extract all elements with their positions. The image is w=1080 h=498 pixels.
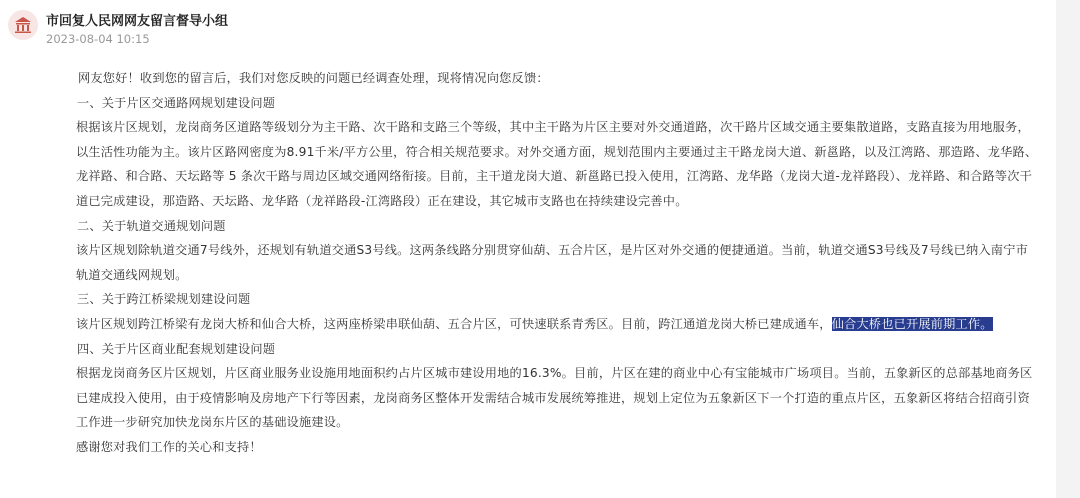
greeting-paragraph: 网友您好！收到您的留言后，我们对您反映的问题已经调查处理，现将情况向您反馈： — [78, 71, 549, 85]
scrollbar-track[interactable] — [1056, 0, 1080, 498]
section-1-body: 根据该片区规划，龙岗商务区道路等级划分为主干路、次干路和支路三个等级，其中主干路为片区主要对外交通道路，次干路片区域交通主要集散道路，支路直接为用地服务，以生活性功能为主。该片区路网密度为8.91千米/平方公里，符合相关规范要求。对外交通方面，规划范围内主要通过主干路龙岗大道、新邕路，以及江湾路、那造路、龙华路、龙祥路、和合路、天坛路等 5 条次干路与周边区域交通网络衔接。目前，主干道龙岗大道、新邕路已投入使用，江湾路、龙华路（龙岗大道-龙祥路段）、龙祥路、和合路等次干道已完成建设，那造路、天坛路、龙华路（龙祥路段-江湾路段）正在建设，其它城市支路也在持续建设完善中。 — [76, 120, 1038, 208]
reply-header — [8, 6, 1048, 54]
government-building-icon — [13, 15, 33, 35]
section-3-title: 三、关于跨江桥梁规划建设问题 — [77, 292, 251, 307]
reply-timestamp: 2023-08-04 10:15 — [46, 32, 150, 46]
section-2-body: 该片区规划除轨道交通7号线外，还规划有轨道交通S3号线。这两条线路分别贯穿仙葫、五合片区，是片区对外交通的便捷通道。当前，轨道交通S3号线及7号线已纳入南宁市轨道交通线网规划。 — [76, 243, 1028, 282]
section-4-title: 四、关于片区商业配套规划建设问题 — [77, 341, 276, 356]
section-3-body-text: 该片区规划跨江桥梁有龙岗大桥和仙合大桥，这两座桥梁串联仙葫、五合片区，可快速联系青秀区。目前，跨江通道龙岗大桥已建成通车， — [76, 316, 832, 331]
reply-content — [46, 66, 1038, 460]
section-4-body: 根据龙岗商务区片区规划，片区商业服务业设施用地面积约占片区城市建设用地的16.3%。目前，片区在建的商业中心有宝能城市广场项目。当前，五象新区的总部基地商务区已建成投入使用，由于疫情影响及房地产下行等因素，龙岗商务区整体开发需结合城市发展统筹推进，规划上定位为五象新区下一个打造的重点片区，五象新区将结合招商引资工作进一步研究加快龙岗东片区的基础设施建设。 — [76, 366, 1033, 430]
author-name[interactable]: 市回复人民网网友留言督导小组 — [46, 14, 229, 29]
selected-text[interactable]: 仙合大桥也已开展前期工作。 — [831, 316, 993, 331]
avatar — [8, 10, 38, 40]
closing-paragraph: 感谢您对我们工作的关心和支持！ — [76, 439, 262, 454]
section-3-body — [46, 312, 1038, 337]
section-1-title: 一、关于片区交通路网规划建设问题 — [77, 95, 276, 110]
section-2-title: 二、关于轨道交通规划问题 — [77, 218, 226, 233]
